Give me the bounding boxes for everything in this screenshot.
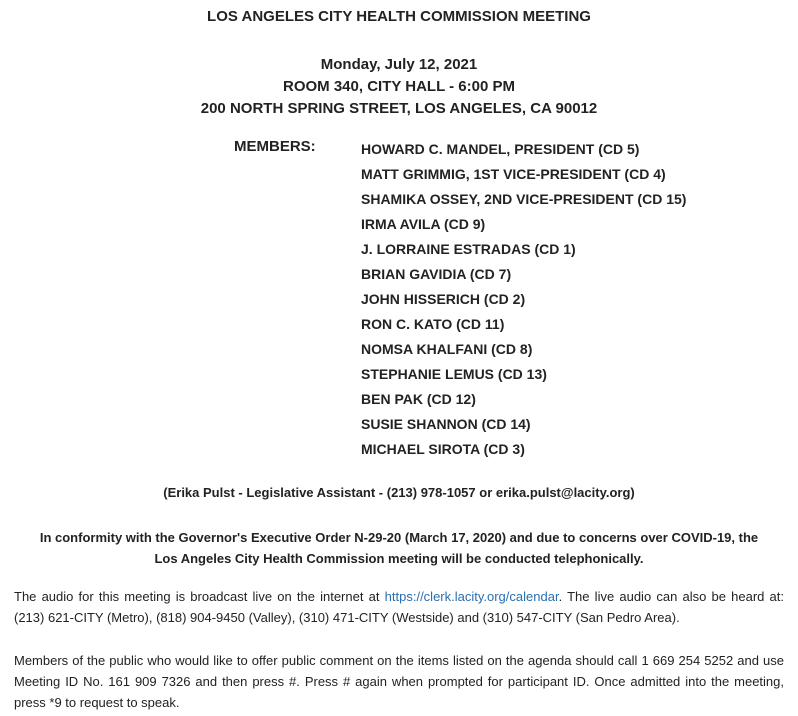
member-item: HOWARD C. MANDEL, PRESIDENT (CD 5) xyxy=(361,141,640,157)
covid-notice-line-1: In conformity with the Governor's Executive Order N-29-20 (March 17, 2020) and due to concerns over COVID-19, the xyxy=(39,530,759,545)
covid-notice xyxy=(14,527,784,569)
meeting-address: 200 NORTH SPRING STREET, LOS ANGELES, CA 90012 xyxy=(200,100,598,117)
meeting-room-time: ROOM 340, CITY HALL - 6:00 PM xyxy=(283,78,515,95)
member-item: SHAMIKA OSSEY, 2ND VICE-PRESIDENT (CD 15) xyxy=(361,191,687,207)
members-list xyxy=(361,137,686,462)
member-item: MICHAEL SIROTA (CD 3) xyxy=(361,441,525,457)
member-item: J. LORRAINE ESTRADAS (CD 1) xyxy=(361,241,576,257)
page-title: LOS ANGELES CITY HEALTH COMMISSION MEETING xyxy=(207,8,591,25)
meeting-date: Monday, July 12, 2021 xyxy=(320,56,478,73)
member-item: STEPHANIE LEMUS (CD 13) xyxy=(361,366,547,382)
member-item: MATT GRIMMIG, 1ST VICE-PRESIDENT (CD 4) xyxy=(361,166,666,182)
members-label: MEMBERS: xyxy=(234,138,316,155)
calendar-link[interactable]: https://clerk.lacity.org/calendar xyxy=(384,589,559,604)
member-item: BEN PAK (CD 12) xyxy=(361,391,476,407)
member-item: NOMSA KHALFANI (CD 8) xyxy=(361,341,533,357)
audio-text-after-link: . The live audio can also be heard at: (213) 621-CITY (Metro), (818) 904-9450 (Valley), (310) 471-CITY (Westside) and (310) 547-CITY (San Pedro Area). xyxy=(14,589,785,625)
public-comment-paragraph: Members of the public who would like to offer public comment on the items listed on the agenda should call 1 669 254 5252 and use Meeting ID No. 161 909 7326 and then press #. Press # again when prompted for participant ID. Once admitted into the meeting, press *9 to request to speak. xyxy=(14,653,784,710)
member-item: BRIAN GAVIDIA (CD 7) xyxy=(361,266,512,282)
legislative-assistant-contact: (Erika Pulst - Legislative Assistant - (213) 978-1057 or erika.pulst@lacity.org) xyxy=(163,485,635,500)
audio-text-before-link: The audio for this meeting is broadcast live on the internet at xyxy=(14,589,385,604)
member-item: JOHN HISSERICH (CD 2) xyxy=(361,291,526,307)
member-item: IRMA AVILA (CD 9) xyxy=(361,216,486,232)
covid-notice-line-2: Los Angeles City Health Commission meeting will be conducted telephonically. xyxy=(154,551,644,566)
audio-paragraph xyxy=(14,586,784,628)
member-item: RON C. KATO (CD 11) xyxy=(361,316,505,332)
member-item: SUSIE SHANNON (CD 14) xyxy=(361,416,531,432)
